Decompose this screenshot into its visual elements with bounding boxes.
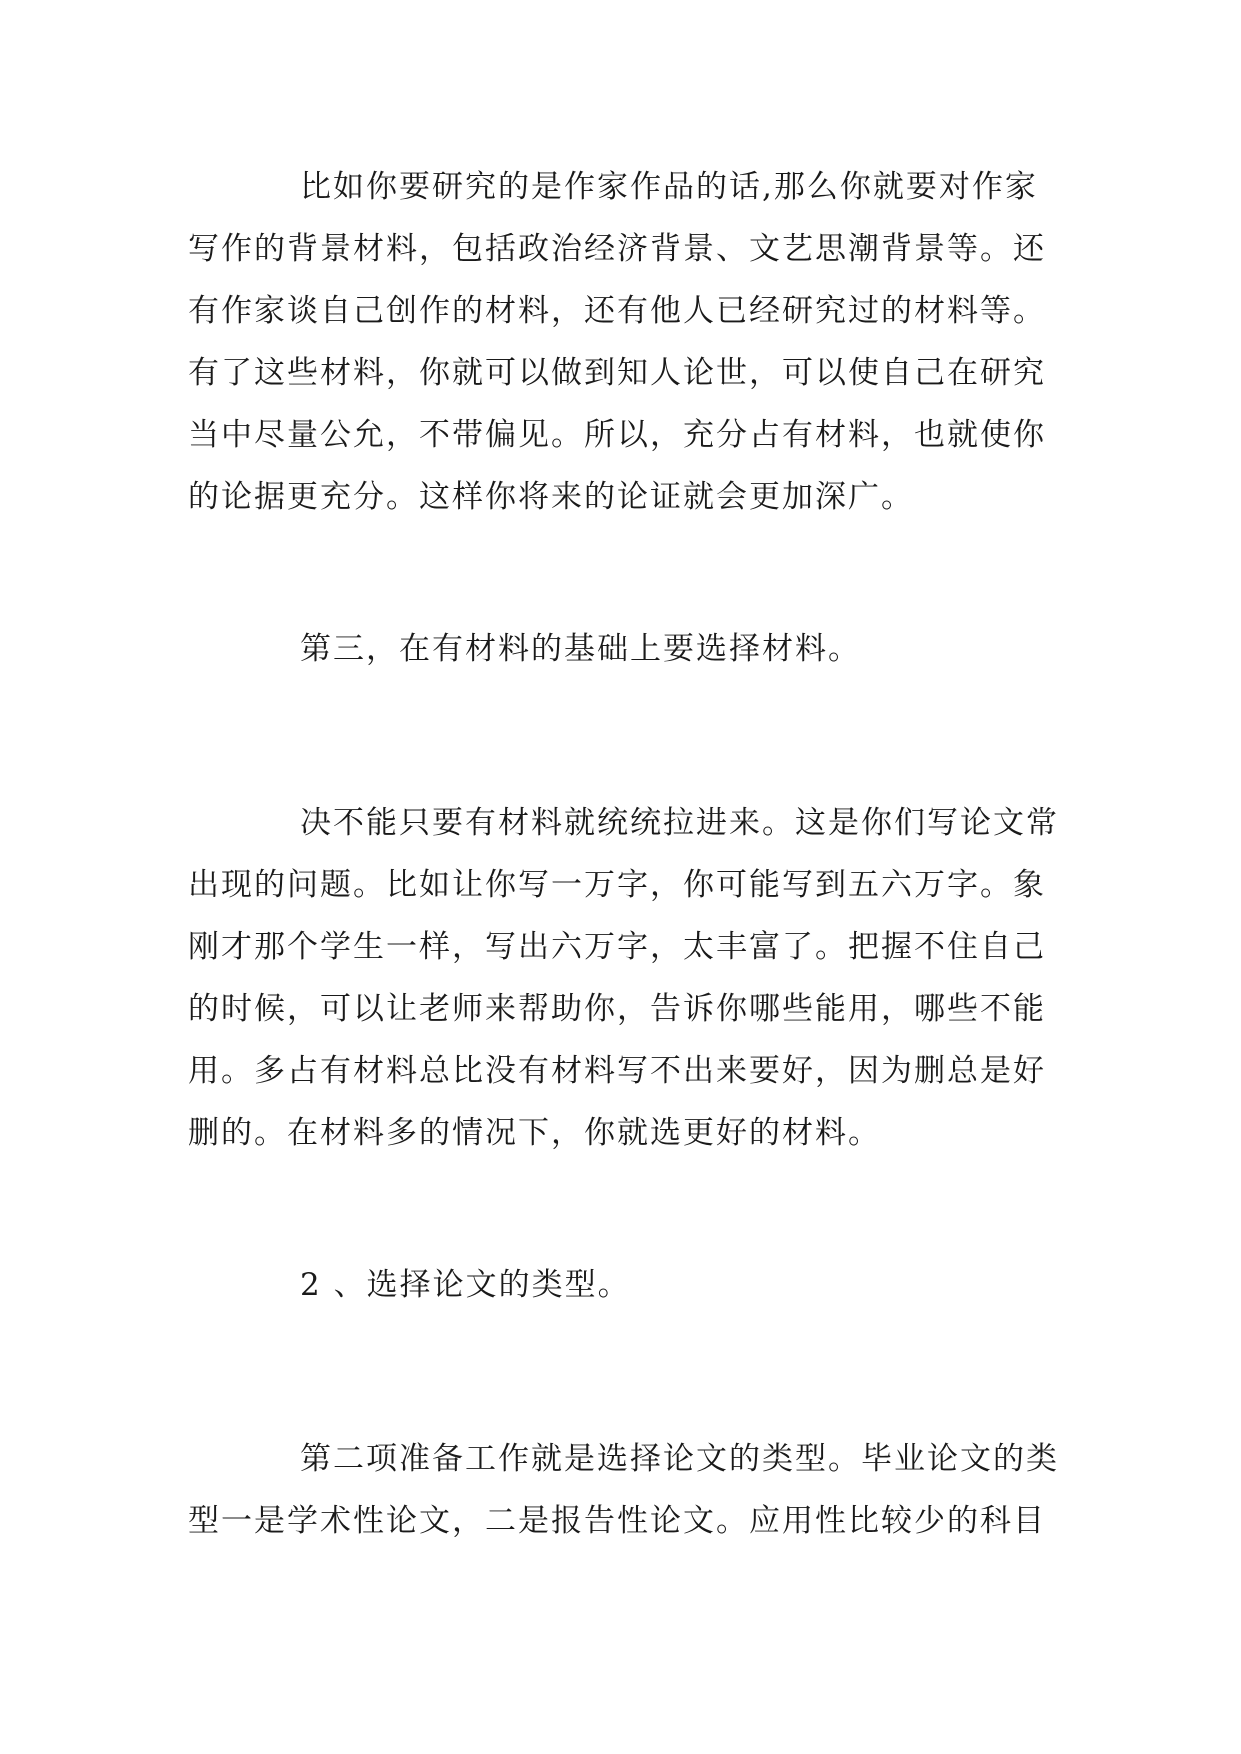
text-line: 有作家谈自己创作的材料，还有他人已经研究过的材料等。 bbox=[188, 293, 1046, 329]
text-line: 出现的问题。比如让你写一万字，你可能写到五六万字。象 bbox=[188, 867, 1046, 903]
text-line: 型一是学术性论文，二是报告性论文。应用性比较少的科目 bbox=[188, 1503, 1046, 1539]
paragraph-1 bbox=[188, 156, 1068, 528]
text-line: 用。多占有材料总比没有材料写不出来要好，因为删总是好 bbox=[188, 1053, 1046, 1089]
text-line: 刚才那个学生一样，写出六万字，太丰富了。把握不住自己 bbox=[188, 929, 1046, 965]
text-line: 第三，在有材料的基础上要选择材料。 bbox=[300, 631, 861, 667]
paragraph-4 bbox=[188, 1254, 1068, 1316]
text-line: 当中尽量公允，不带偏见。所以，充分占有材料，也就使你 bbox=[188, 417, 1046, 453]
paragraph-2 bbox=[188, 618, 1068, 680]
paragraph-3 bbox=[188, 792, 1068, 1164]
text-line: 有了这些材料，你就可以做到知人论世，可以使自己在研究 bbox=[188, 355, 1046, 391]
paragraph-5 bbox=[188, 1428, 1068, 1552]
text-line: 2 、选择论文的类型。 bbox=[300, 1267, 631, 1303]
text-line: 的论据更充分。这样你将来的论证就会更加深广。 bbox=[188, 479, 914, 515]
text-line: 的时候，可以让老师来帮助你，告诉你哪些能用，哪些不能 bbox=[188, 991, 1046, 1027]
text-line: 第二项准备工作就是选择论文的类型。毕业论文的类 bbox=[300, 1441, 1059, 1477]
text-line: 决不能只要有材料就统统拉进来。这是你们写论文常 bbox=[300, 805, 1059, 841]
text-line: 写作的背景材料，包括政治经济背景、文艺思潮背景等。还 bbox=[188, 231, 1046, 267]
text-line: 删的。在材料多的情况下，你就选更好的材料。 bbox=[188, 1115, 881, 1151]
text-line: 比如你要研究的是作家作品的话,那么你就要对作家 bbox=[300, 169, 1038, 205]
